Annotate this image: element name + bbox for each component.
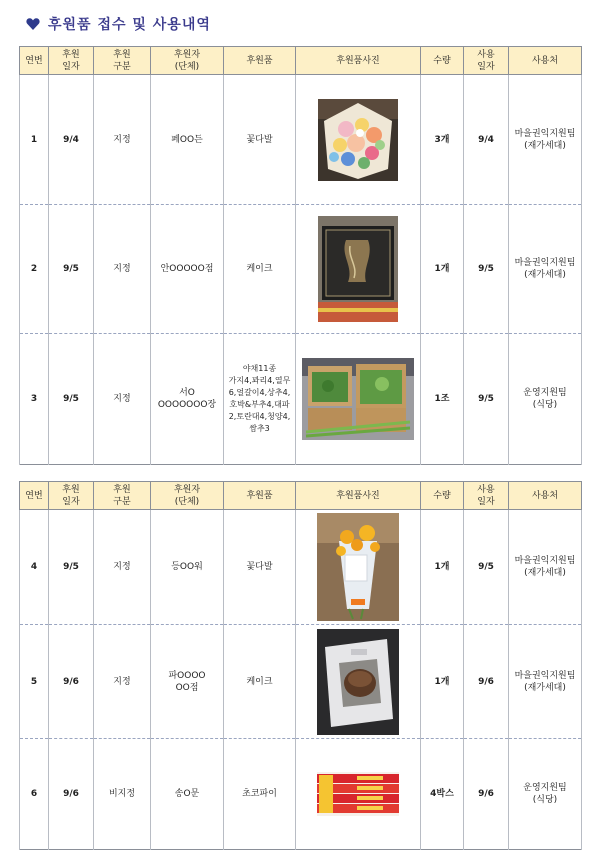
row-use-place: 마을권익지원팀 (재가세대) (509, 625, 582, 739)
row-use-date: 9/4 (464, 75, 509, 205)
row-no: 6 (20, 739, 49, 850)
row-type: 지정 (94, 205, 151, 334)
table-row (20, 334, 582, 465)
page-title (26, 12, 211, 36)
col-photo: 후원품사진 (296, 482, 421, 510)
row-date: 9/6 (49, 739, 94, 850)
row-donor: 안OOOOO점 (151, 205, 224, 334)
row-use-date: 9/5 (464, 334, 509, 465)
row-donor: 페OO든 (151, 75, 224, 205)
row-photo-cell (296, 334, 421, 465)
row-use-place: 운영지원팀 (식당) (509, 334, 582, 465)
row-use-place: 운영지원팀 (식당) (509, 739, 582, 850)
row-no: 1 (20, 75, 49, 205)
title-text: 후원품 접수 및 사용내역 (48, 17, 211, 33)
row-item: 케이크 (224, 205, 296, 334)
row-date: 9/5 (49, 510, 94, 625)
col-no: 연번 (20, 482, 49, 510)
row-use-place: 마을권익지원팀 (재가세대) (509, 205, 582, 334)
sunflower-bouquet-photo (317, 513, 399, 621)
row-date: 9/5 (49, 334, 94, 465)
row-use-place: 마을권익지원팀 (재가세대) (509, 510, 582, 625)
row-donor: 등OO워 (151, 510, 224, 625)
table-row (20, 739, 582, 850)
row-photo-cell (296, 75, 421, 205)
row-no: 2 (20, 205, 49, 334)
row-type: 지정 (94, 334, 151, 465)
row-photo-cell (296, 739, 421, 850)
donation-table-1 (19, 46, 582, 465)
col-qty: 수량 (421, 482, 464, 510)
col-use-place: 사용처 (509, 482, 582, 510)
row-photo-cell (296, 205, 421, 334)
row-use-date: 9/5 (464, 510, 509, 625)
col-type: 후원 구분 (94, 47, 151, 75)
vegetable-box-photo (302, 358, 414, 440)
row-qty: 1개 (421, 205, 464, 334)
row-qty: 3개 (421, 75, 464, 205)
row-type: 지정 (94, 75, 151, 205)
row-donor: 송O문 (151, 739, 224, 850)
row-use-date: 9/6 (464, 625, 509, 739)
row-date: 9/4 (49, 75, 94, 205)
row-type: 지정 (94, 510, 151, 625)
table-row (20, 75, 582, 205)
row-qty: 1조 (421, 334, 464, 465)
header-row (20, 47, 582, 75)
row-item: 케이크 (224, 625, 296, 739)
col-use-date: 사용 일자 (464, 47, 509, 75)
row-type: 지정 (94, 625, 151, 739)
donation-table-2 (19, 481, 582, 850)
row-qty: 1개 (421, 510, 464, 625)
row-photo-cell (296, 510, 421, 625)
row-qty: 1개 (421, 625, 464, 739)
col-date: 후원 일자 (49, 47, 94, 75)
table-row (20, 625, 582, 739)
col-donor: 후원자 (단체) (151, 482, 224, 510)
cake-box-photo (317, 629, 399, 735)
row-use-date: 9/6 (464, 739, 509, 850)
col-use-place: 사용처 (509, 47, 582, 75)
row-item: 꽃다발 (224, 510, 296, 625)
row-no: 3 (20, 334, 49, 465)
col-photo: 후원품사진 (296, 47, 421, 75)
row-date: 9/6 (49, 625, 94, 739)
cake-photo (318, 216, 398, 322)
flower-bouquet-photo (318, 99, 398, 181)
header-row (20, 482, 582, 510)
row-use-date: 9/5 (464, 205, 509, 334)
col-qty: 수량 (421, 47, 464, 75)
col-item: 후원품 (224, 482, 296, 510)
row-no: 4 (20, 510, 49, 625)
row-donor: 서O OOOOOOO장 (151, 334, 224, 465)
col-donor: 후원자 (단체) (151, 47, 224, 75)
row-item: 야채11종 가지4,꽈리4,열무6,얼갈이4,상추4,호박&부추4,대파2,토란대4,청양4,쌈추3 (224, 334, 296, 465)
col-no: 연번 (20, 47, 49, 75)
row-type: 비지정 (94, 739, 151, 850)
row-qty: 4박스 (421, 739, 464, 850)
col-use-date: 사용 일자 (464, 482, 509, 510)
table-row (20, 205, 582, 334)
row-item: 초코파이 (224, 739, 296, 850)
col-item: 후원품 (224, 47, 296, 75)
col-type: 후원 구분 (94, 482, 151, 510)
row-date: 9/5 (49, 205, 94, 334)
chocopie-box-photo (317, 772, 399, 816)
row-item: 꽃다발 (224, 75, 296, 205)
row-photo-cell (296, 625, 421, 739)
col-date: 후원 일자 (49, 482, 94, 510)
heart-icon (26, 17, 40, 31)
table-row (20, 510, 582, 625)
row-no: 5 (20, 625, 49, 739)
row-use-place: 마을권익지원팀 (재가세대) (509, 75, 582, 205)
row-donor: 파OOOO OO점 (151, 625, 224, 739)
